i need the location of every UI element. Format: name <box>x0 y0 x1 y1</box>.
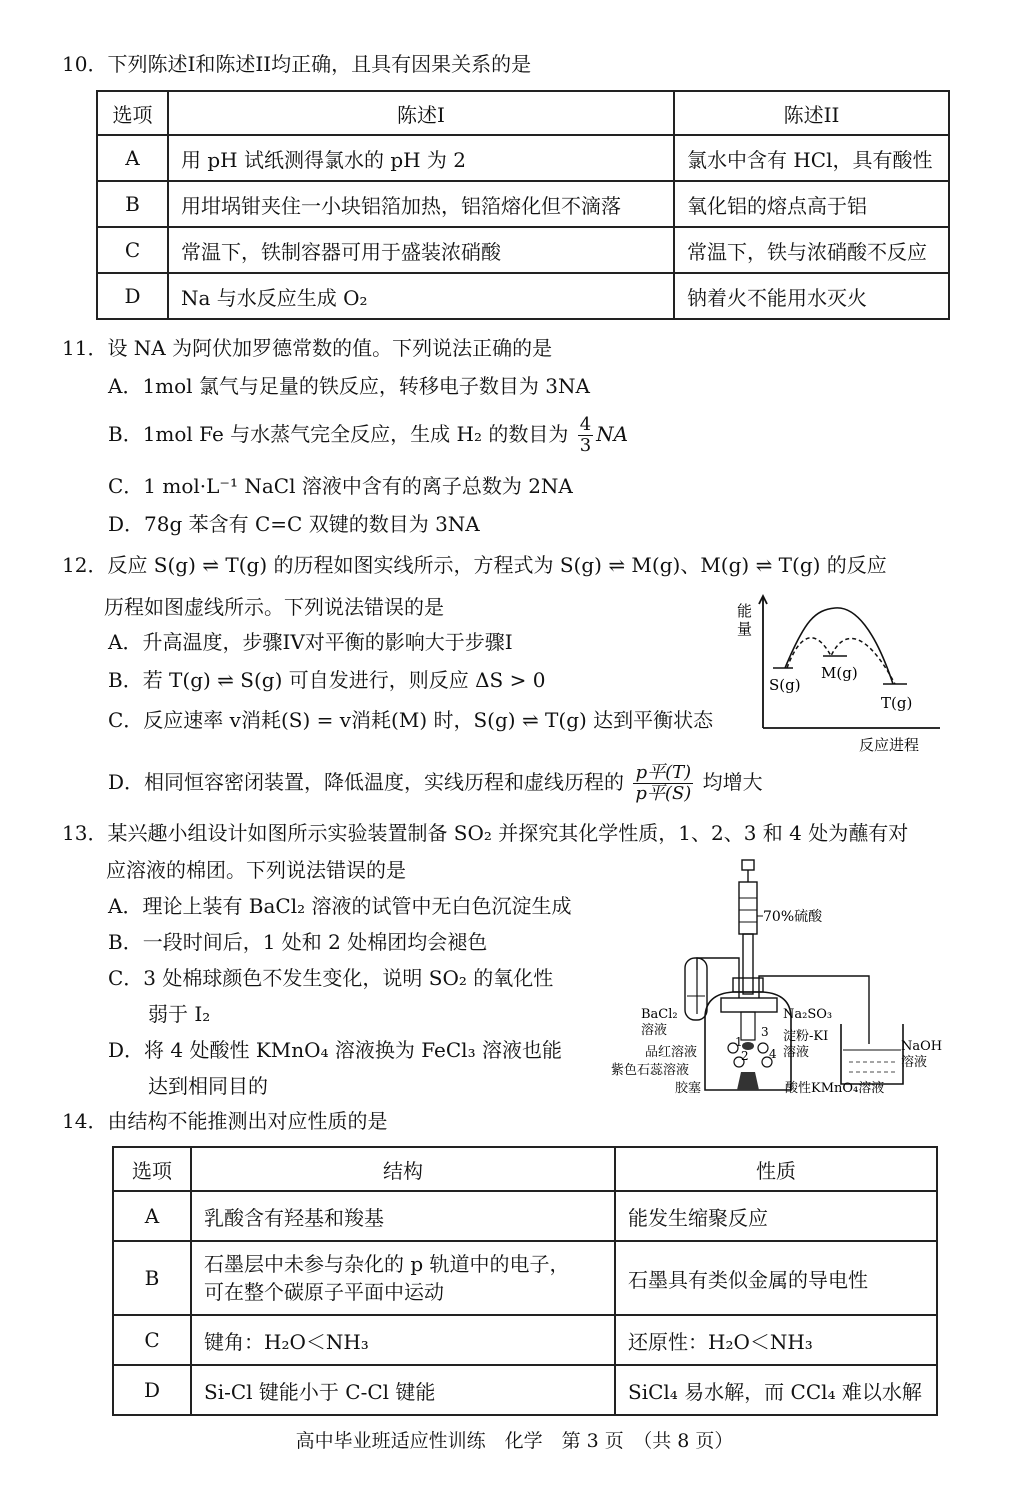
q10-row-c-s2: 常温下，铁与浓硝酸不反应 <box>674 227 949 273</box>
q14-row-d-structure: Si-Cl 键能小于 C-Cl 键能 <box>191 1365 615 1415</box>
q12-option-a: A．升高温度，步骤IV对平衡的影响大于步骤I <box>108 630 513 654</box>
label-t: T(g) <box>881 694 913 712</box>
q14-row-c-property: 还原性：H₂O＜NH₃ <box>615 1315 937 1365</box>
q13-option-c-line2: 弱于 I₂ <box>148 1002 211 1026</box>
q10-row-b-option: B <box>97 181 168 227</box>
label-kmno4: 酸性KMnO₄溶液 <box>785 1081 885 1096</box>
q14-header-property: 性质 <box>615 1147 937 1191</box>
label-jiaosai: 胶塞 <box>675 1081 702 1096</box>
q10-table <box>96 90 950 320</box>
label-naoh-1: NaOH <box>901 1039 943 1054</box>
label-naoh-2: 溶液 <box>901 1055 928 1070</box>
q14-row-a-option: A <box>113 1191 191 1241</box>
q14-row-d-property: SiCl₄ 易水解，而 CCl₄ 难以水解 <box>615 1365 937 1415</box>
q10-row-c-option: C <box>97 227 168 273</box>
label-m: M(g) <box>821 664 858 682</box>
cotton-stand <box>737 1072 759 1090</box>
q12-stem-line1: 12．反应 S(g) ⇌ T(g) 的历程如图实线所示，方程式为 S(g) ⇌ M(g)、M(g) ⇌ T(g) 的反应 <box>62 553 887 577</box>
q13-option-d-line1: D．将 4 处酸性 KMnO₄ 溶液换为 FeCl₃ 溶液也能 <box>108 1038 562 1062</box>
q14-row-b-property: 石墨具有类似金属的导电性 <box>615 1241 937 1315</box>
q14-row-a-structure: 乳酸含有羟基和羧基 <box>191 1191 615 1241</box>
q14-row-c-structure: 键角：H₂O＜NH₃ <box>191 1315 615 1365</box>
beaker <box>841 1024 903 1084</box>
label-pinhong: 品红溶液 <box>645 1045 698 1060</box>
syringe-plunger-top <box>742 860 754 870</box>
q12-option-d-tail: 均增大 <box>702 770 763 794</box>
mark-4: 4 <box>769 1047 777 1061</box>
q11-option-d: D．78g 苯含有 C=C 双键的数目为 3NA <box>108 512 480 536</box>
y-label-2: 量 <box>737 620 753 638</box>
q14-row-b-structure <box>191 1241 615 1315</box>
q11-option-b <box>108 412 628 456</box>
q13-option-a: A．理论上装有 BaCl₂ 溶液的试管中无白色沉淀生成 <box>108 894 572 918</box>
q14-row-c-option: C <box>113 1315 191 1365</box>
syringe-needle <box>743 934 753 994</box>
q14-row-a-property: 能发生缩聚反应 <box>615 1191 937 1241</box>
q11-option-b-fraction <box>578 415 593 456</box>
q11-stem: 11．设 NA 为阿伏加罗德常数的值。下列说法正确的是 <box>62 336 553 360</box>
q11-option-a: A．1mol 氯气与足量的铁反应，转移电子数目为 3NA <box>108 374 590 398</box>
q14-stem: 14．由结构不能推测出对应性质的是 <box>62 1109 388 1133</box>
q10-row-c-s1: 常温下，铁制容器可用于盛装浓硝酸 <box>168 227 674 273</box>
label-bacl2-1: BaCl₂ <box>641 1007 678 1022</box>
q12-option-d <box>108 758 763 806</box>
syringe-barrel <box>739 882 757 934</box>
q11-option-c: C．1 mol·L⁻¹ NaCl 溶液中含有的离子总数为 2NA <box>108 474 573 498</box>
q10-row-d-s2: 钠着火不能用水灭火 <box>674 273 949 319</box>
q14-table <box>112 1146 938 1416</box>
apparatus-diagram <box>605 858 950 1103</box>
q11-option-b-text: B．1mol Fe 与水蒸气完全反应，生成 H₂ 的数目为 <box>108 422 569 446</box>
label-s: S(g) <box>769 676 801 694</box>
q11-option-b-unit: NA <box>596 422 629 446</box>
q11-fraction-numerator: 4 <box>579 414 592 435</box>
label-shirui: 紫色石蕊溶液 <box>611 1063 690 1078</box>
q14-row-b-option: B <box>113 1241 191 1315</box>
q13-stem-line1: 13．某兴趣小组设计如图所示实验装置制备 SO₂ 并探究其化学性质，1、2、3 和 4 处为蘸有对 <box>62 821 909 845</box>
mark-1: 1 <box>735 1035 743 1049</box>
q14-header-structure: 结构 <box>191 1147 615 1191</box>
label-na2so3: Na₂SO₃ <box>783 1007 833 1022</box>
q13-option-c-line1: C．3 处棉球颜色不发生变化，说明 SO₂ 的氧化性 <box>108 966 554 990</box>
cotton-3 <box>758 1043 768 1053</box>
q12-fraction-numerator: p平(T) <box>633 763 693 784</box>
q10-stem: 10．下列陈述I和陈述II均正确，且具有因果关系的是 <box>62 52 532 76</box>
label-acid: 70%硫酸 <box>763 909 823 925</box>
label-kl-2: 溶液 <box>783 1045 810 1060</box>
q12-fraction-denominator: p平(S) <box>635 783 692 804</box>
q10-row-d-s1: Na 与水反应生成 O₂ <box>168 273 674 319</box>
y-label-1: 能 <box>737 602 753 620</box>
q12-option-b: B．若 T(g) ⇌ S(g) 可自发进行，则反应 ΔS > 0 <box>108 668 546 692</box>
x-label: 反应进程 <box>859 736 920 754</box>
q12-option-d-fraction <box>633 763 693 804</box>
inner-tube <box>741 1012 755 1040</box>
q14-row-d-option: D <box>113 1365 191 1415</box>
q13-option-d-line2: 达到相同目的 <box>148 1074 268 1098</box>
q11-fraction-denominator: 3 <box>579 435 592 456</box>
q10-row-a-option: A <box>97 135 168 181</box>
q12-option-d-text: D．相同恒容密闭装置，降低温度，实线历程和虚线历程的 <box>108 770 625 794</box>
q10-header-statement1: 陈述I <box>168 91 674 135</box>
mark-3: 3 <box>761 1025 769 1039</box>
q10-row-d-option: D <box>97 273 168 319</box>
mark-2: 2 <box>741 1049 749 1063</box>
energy-profile-diagram <box>735 590 945 755</box>
q12-option-c: C．反应速率 v消耗(S) = v消耗(M) 时，S(g) ⇌ T(g) 达到平衡状态 <box>108 708 714 732</box>
page-footer: 高中毕业班适应性训练 化学 第 3 页 （共 8 页） <box>295 1430 734 1452</box>
q14-header-option: 选项 <box>113 1147 191 1191</box>
q10-header-statement2: 陈述II <box>674 91 949 135</box>
bacl2-test-tube <box>685 958 707 1020</box>
q10-header-option: 选项 <box>97 91 168 135</box>
label-kl-1: 淀粉-KI <box>783 1029 829 1044</box>
q10-row-b-s2: 氧化铝的熔点高于铝 <box>674 181 949 227</box>
q10-row-b-s1: 用坩埚钳夹住一小块铝箔加热，铝箔熔化但不滴落 <box>168 181 674 227</box>
label-bacl2-2: 溶液 <box>641 1023 668 1038</box>
q10-row-a-s1: 用 pH 试纸测得氯水的 pH 为 2 <box>168 135 674 181</box>
q12-stem-line2: 历程如图虚线所示。下列说法错误的是 <box>104 595 444 619</box>
q13-stem-line2: 应溶液的棉团。下列说法错误的是 <box>106 858 406 882</box>
q13-option-b: B．一段时间后，1 处和 2 处棉团均会褪色 <box>108 930 488 954</box>
q14-row-b-structure-line1: 石墨层中未参与杂化的 p 轨道中的电子， <box>204 1252 570 1276</box>
q10-row-a-s2: 氯水中含有 HCl，具有酸性 <box>674 135 949 181</box>
rubber-stopper <box>721 998 777 1012</box>
q14-row-b-structure-line2: 可在整个碳原子平面中运动 <box>204 1280 444 1304</box>
